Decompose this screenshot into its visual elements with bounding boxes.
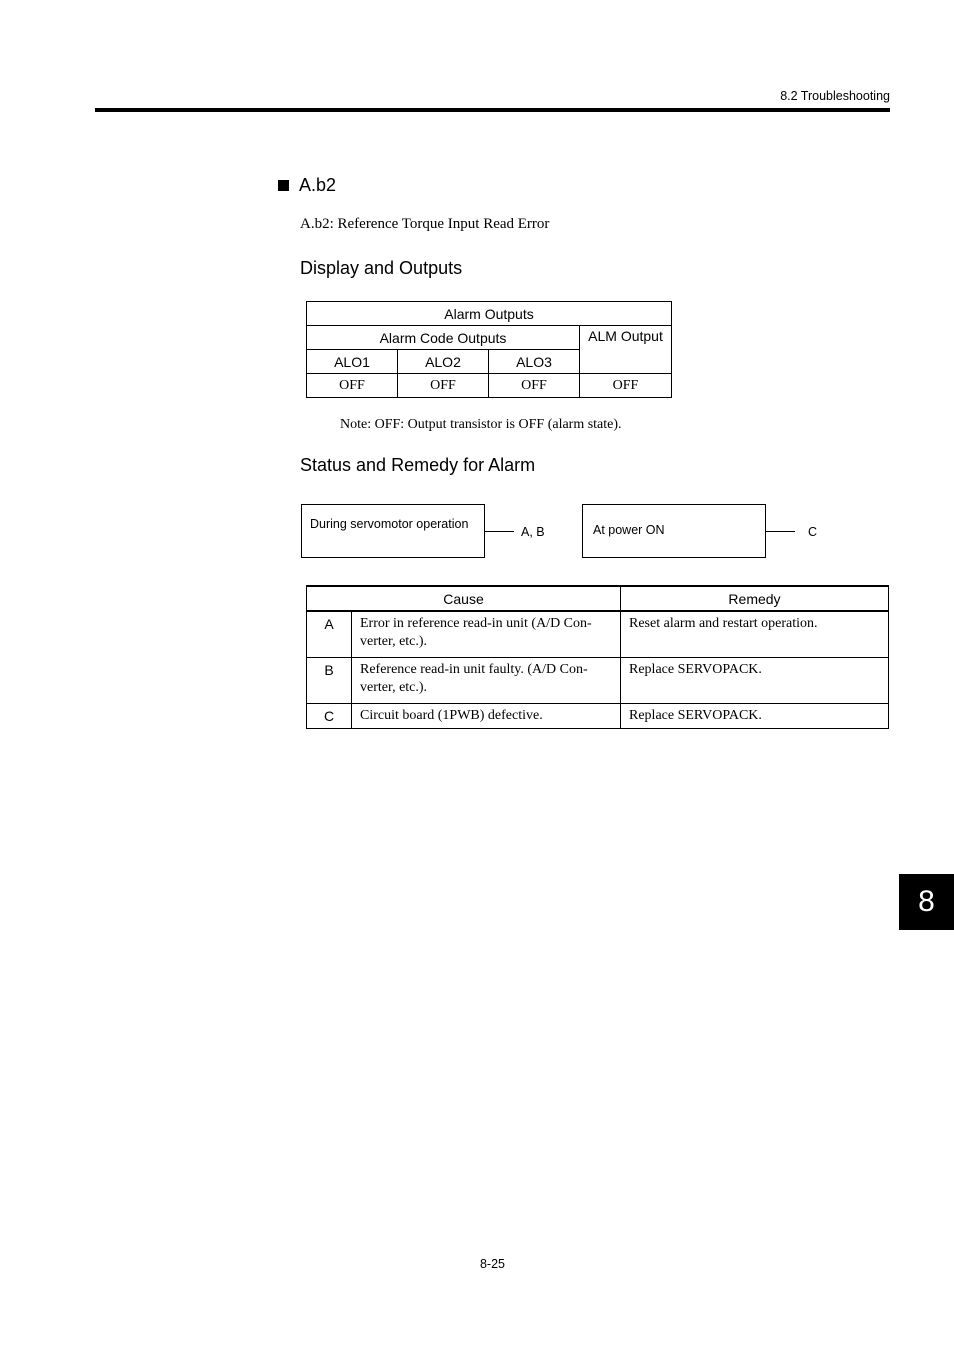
cause-remedy-table [306, 585, 889, 729]
square-bullet-icon [278, 180, 289, 191]
alo1-header: ALO1 [307, 350, 398, 374]
chapter-tab: 8 [899, 874, 954, 930]
running-header: 8.2 Troubleshooting [780, 89, 890, 103]
row-remedy: Reset alarm and restart operation. [621, 611, 889, 658]
cause-header: Cause [307, 586, 621, 611]
alarm-code: A.b2 [299, 175, 337, 195]
alarm-heading [278, 175, 336, 196]
outputs-note: Note: OFF: Output transistor is OFF (alarm state). [340, 417, 622, 432]
alm-output-value: OFF [580, 374, 672, 398]
alarm-outputs-table [306, 301, 672, 398]
condition-codes-power-on: C [808, 525, 818, 539]
alo3-value: OFF [488, 374, 579, 398]
alo2-header: ALO2 [397, 350, 488, 374]
remedy-header: Remedy [621, 586, 889, 611]
table-row [307, 611, 889, 658]
alo1-value: OFF [307, 374, 398, 398]
table-row [307, 704, 889, 729]
row-remedy: Replace SERVOPACK. [621, 704, 889, 729]
row-remedy: Replace SERVOPACK. [621, 658, 889, 704]
alarm-name: A.b2: Reference Torque Input Read Error [300, 216, 550, 232]
row-key: A [307, 611, 352, 658]
row-key: C [307, 704, 352, 729]
alo3-header: ALO3 [488, 350, 579, 374]
table-row [307, 658, 889, 704]
header-rule [95, 108, 890, 112]
row-cause: Reference read-in unit faulty. (A/D Con-verter, etc.). [352, 658, 621, 704]
condition-connector-line [766, 531, 795, 532]
condition-box-power-on: At power ON [582, 504, 766, 558]
display-outputs-heading: Display and Outputs [300, 258, 463, 278]
status-remedy-heading: Status and Remedy for Alarm [300, 455, 536, 475]
alarm-outputs-title: Alarm Outputs [307, 302, 672, 326]
row-cause: Error in reference read-in unit (A/D Con-verter, etc.). [352, 611, 621, 658]
condition-codes-servomotor: A, B [521, 525, 545, 539]
alo2-value: OFF [397, 374, 488, 398]
condition-connector-line [485, 531, 514, 532]
row-key: B [307, 658, 352, 704]
condition-box-servomotor: During servomotor operation [301, 504, 485, 558]
row-cause: Circuit board (1PWB) defective. [352, 704, 621, 729]
alarm-code-outputs-header: Alarm Code Outputs [307, 326, 580, 350]
page-number: 8-25 [479, 1257, 506, 1271]
alm-output-header: ALM Output [580, 326, 672, 374]
